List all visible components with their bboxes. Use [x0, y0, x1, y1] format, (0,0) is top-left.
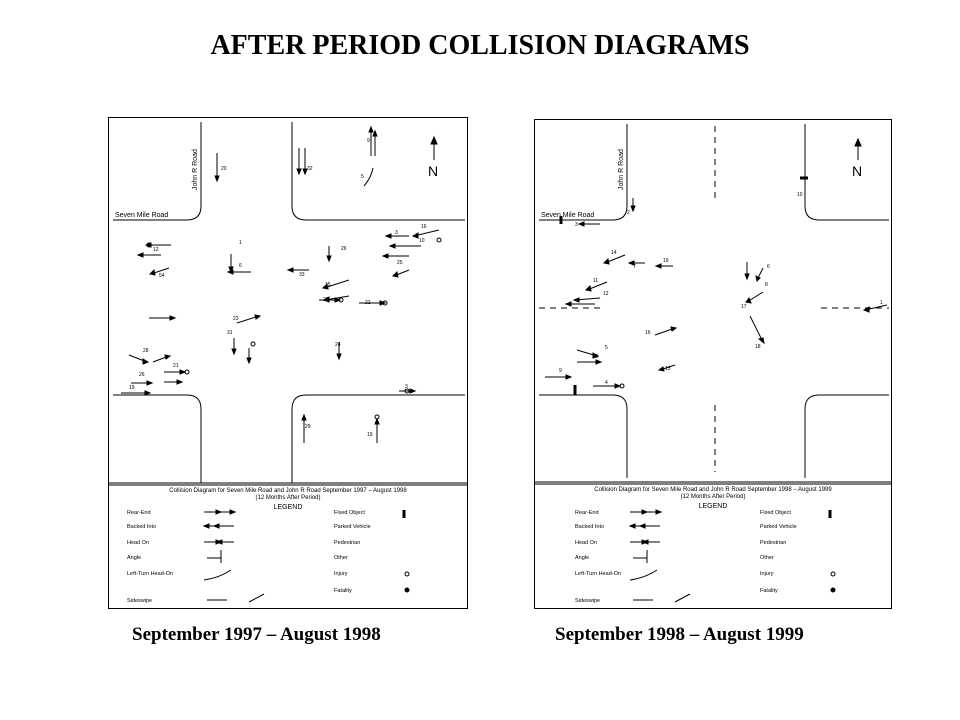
svg-text:Parked Vehicle: Parked Vehicle	[334, 524, 371, 530]
svg-text:9: 9	[367, 138, 370, 144]
crash-number-labels	[559, 192, 883, 386]
svg-text:Left-Turn Head-On: Left-Turn Head-On	[575, 571, 621, 577]
svg-text:Parked Vehicle: Parked Vehicle	[760, 524, 797, 530]
svg-text:LEGEND: LEGEND	[698, 503, 728, 510]
svg-text:Sideswipe: Sideswipe	[575, 598, 601, 604]
svg-text:31: 31	[227, 330, 233, 336]
svg-text:19: 19	[367, 432, 373, 438]
svg-text:3: 3	[405, 384, 408, 390]
caption-left: September 1997 – August 1998	[132, 624, 381, 645]
svg-text:11: 11	[593, 278, 599, 284]
svg-text:Fixed Object: Fixed Object	[760, 510, 791, 516]
svg-text:(12 Months After Period): (12 Months After Period)	[680, 494, 746, 500]
svg-text:Head On: Head On	[127, 540, 150, 546]
svg-text:3: 3	[395, 230, 398, 236]
north-arrow-icon	[855, 139, 861, 160]
legend	[575, 487, 835, 604]
svg-text:26: 26	[341, 246, 347, 252]
svg-text:1: 1	[880, 300, 883, 306]
svg-text:23: 23	[233, 316, 239, 322]
svg-text:21: 21	[173, 363, 179, 369]
north-arrow-icon	[431, 137, 437, 160]
svg-text:Other: Other	[334, 555, 348, 561]
street-label-ns: John R Road	[192, 149, 199, 190]
svg-text:33: 33	[299, 272, 305, 278]
svg-text:16: 16	[421, 224, 427, 230]
svg-text:15: 15	[325, 282, 331, 288]
street-label-ew: Seven Mile Road	[115, 212, 169, 219]
svg-text:17: 17	[741, 304, 747, 310]
svg-text:Fatality: Fatality	[334, 588, 352, 594]
svg-text:Sideswipe: Sideswipe	[127, 598, 153, 604]
svg-text:Head On: Head On	[575, 540, 598, 546]
intersection-drawing	[109, 118, 467, 608]
svg-text:29: 29	[305, 424, 311, 430]
collision-diagram-1998	[534, 119, 892, 609]
north-label: N	[852, 163, 863, 179]
svg-text:5: 5	[361, 174, 364, 180]
svg-text:9: 9	[559, 368, 562, 374]
svg-text:19: 19	[663, 258, 669, 264]
svg-text:28: 28	[143, 348, 149, 354]
street-label-ew: Seven Mile Road	[541, 212, 595, 219]
svg-text:18: 18	[755, 344, 761, 350]
svg-text:(12 Months After Period): (12 Months After Period)	[255, 495, 321, 501]
svg-text:Rear-End: Rear-End	[575, 510, 599, 516]
svg-text:12: 12	[153, 247, 159, 253]
caption-right: September 1998 – August 1999	[555, 624, 804, 645]
page-title: AFTER PERIOD COLLISION DIAGRAMS	[210, 30, 750, 61]
svg-text:2: 2	[627, 210, 630, 216]
svg-text:8: 8	[765, 282, 768, 288]
svg-text:20: 20	[593, 354, 599, 360]
crash-number-labels	[129, 138, 427, 438]
north-label: N	[428, 163, 439, 179]
svg-text:Backed Into: Backed Into	[575, 524, 605, 530]
svg-text:Pedestrian: Pedestrian	[760, 540, 787, 546]
svg-text:LEGEND: LEGEND	[273, 504, 303, 511]
svg-text:Injury: Injury	[334, 571, 348, 577]
svg-text:19: 19	[129, 385, 135, 391]
svg-text:54: 54	[159, 273, 165, 279]
svg-text:Other: Other	[760, 555, 774, 561]
svg-text:Left-Turn Head-On: Left-Turn Head-On	[127, 571, 173, 577]
svg-text:7: 7	[633, 264, 636, 270]
svg-text:13: 13	[665, 366, 671, 372]
svg-text:10: 10	[419, 238, 425, 244]
svg-text:Pedestrian: Pedestrian	[334, 540, 361, 546]
svg-text:Fatality: Fatality	[760, 588, 778, 594]
svg-text:32: 32	[307, 166, 313, 172]
crash-arrows	[121, 127, 439, 443]
legend	[127, 488, 409, 604]
svg-text:Collision Diagram for Seven Mi: Collision Diagram for Seven Mile Road and John R Road September 1998 – August 1999	[594, 487, 832, 493]
svg-text:Angle: Angle	[575, 555, 590, 561]
svg-text:Fixed Object: Fixed Object	[334, 510, 365, 516]
svg-text:Rear-End: Rear-End	[127, 510, 151, 516]
svg-text:Collision Diagram for Seven Mi: Collision Diagram for Seven Mile Road and John R Road September 1997 – August 1998	[169, 488, 407, 494]
svg-text:Injury: Injury	[760, 571, 774, 577]
svg-text:22: 22	[365, 300, 371, 306]
svg-text:20: 20	[221, 166, 227, 172]
svg-text:3: 3	[575, 222, 578, 228]
intersection-drawing	[535, 120, 891, 608]
svg-text:25: 25	[397, 260, 403, 266]
svg-text:Angle: Angle	[127, 555, 142, 561]
svg-text:5: 5	[605, 345, 608, 351]
svg-text:6: 6	[239, 263, 242, 269]
svg-text:1: 1	[239, 240, 242, 246]
svg-text:10: 10	[797, 192, 803, 198]
svg-text:16: 16	[645, 330, 651, 336]
svg-text:4: 4	[605, 380, 608, 386]
svg-text:Backed Into: Backed Into	[127, 524, 157, 530]
svg-text:26: 26	[139, 372, 145, 378]
svg-text:6: 6	[767, 264, 770, 270]
street-label-ns: John R Road	[618, 149, 625, 190]
collision-diagram-1997	[108, 117, 468, 609]
svg-text:14: 14	[611, 250, 617, 256]
svg-text:12: 12	[603, 291, 609, 297]
svg-text:22: 22	[323, 297, 329, 303]
svg-text:24: 24	[335, 342, 341, 348]
